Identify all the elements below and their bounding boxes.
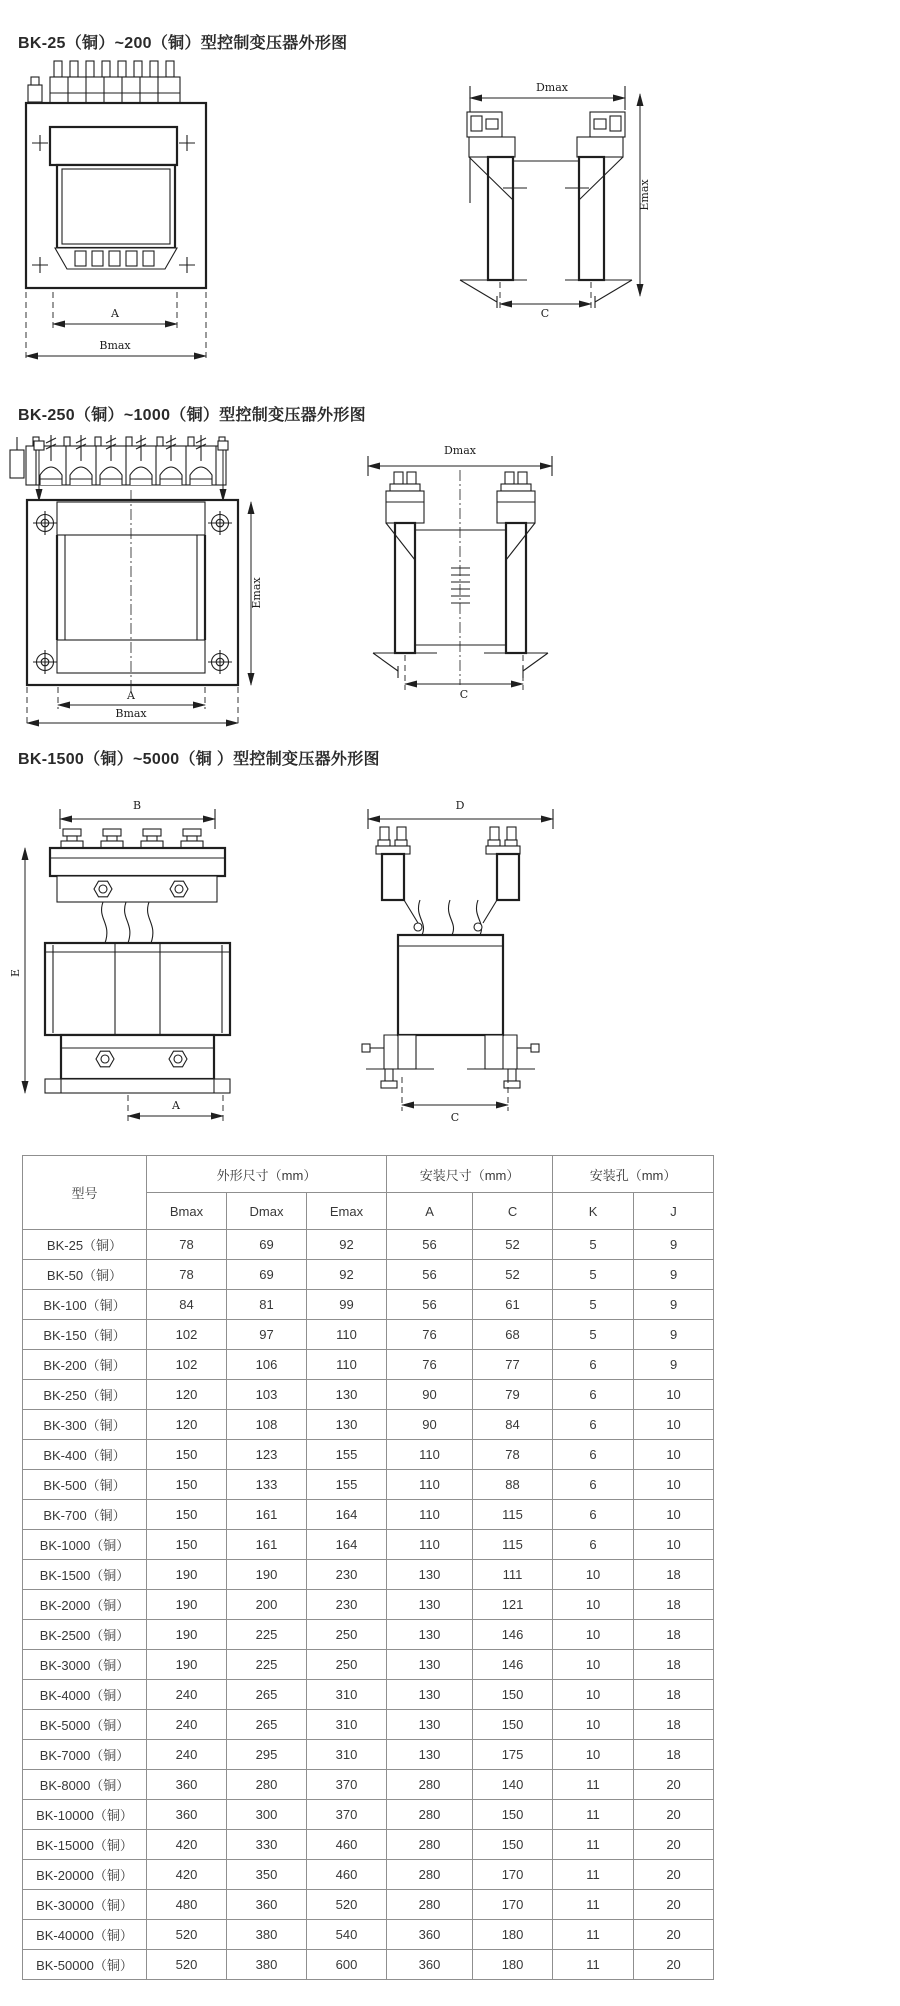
cell-value: 6 — [553, 1500, 634, 1530]
bottom-clamp — [61, 1035, 214, 1079]
cell-value: 108 — [227, 1410, 307, 1440]
cell-value: 102 — [147, 1320, 227, 1350]
dimension-emax — [250, 502, 263, 685]
front-view-diagram-1 — [18, 58, 218, 360]
cell-value: 240 — [147, 1710, 227, 1740]
cell-value: 520 — [147, 1920, 227, 1950]
cell-value: 280 — [387, 1890, 473, 1920]
fuse-holder — [10, 450, 24, 478]
cell-model: BK-500（铜） — [23, 1470, 147, 1500]
cell-value: 106 — [227, 1350, 307, 1380]
cell-value: 170 — [473, 1860, 553, 1890]
section-1-heading: BK-25（铜）~200（铜）型控制变压器外形图 — [18, 35, 348, 52]
right-leg-assembly — [484, 472, 548, 678]
cell-model: BK-100（铜） — [23, 1290, 147, 1320]
cell-value: 20 — [634, 1770, 714, 1800]
col-header: Emax — [307, 1193, 387, 1230]
upper-clamp — [382, 854, 519, 923]
base-feet — [45, 1079, 230, 1093]
dimension-c — [500, 282, 591, 320]
cell-value: 6 — [553, 1470, 634, 1500]
cell-value: 520 — [147, 1950, 227, 1980]
cell-value: 280 — [387, 1770, 473, 1800]
dim-label-emax: Emax — [250, 577, 263, 609]
cell-value: 380 — [227, 1950, 307, 1980]
section-2-heading: BK-250（铜）~1000（铜）型控制变压器外形图 — [18, 407, 366, 424]
cell-value: 20 — [634, 1950, 714, 1980]
cell-value: 360 — [227, 1890, 307, 1920]
cell-value: 18 — [634, 1740, 714, 1770]
col-group-header: 安装尺寸（mm） — [387, 1156, 553, 1193]
cell-model: BK-5000（铜） — [23, 1710, 147, 1740]
cell-value: 161 — [227, 1500, 307, 1530]
cell-value: 120 — [147, 1410, 227, 1440]
dim-label-a: A — [127, 689, 135, 702]
cell-model: BK-10000（铜） — [23, 1800, 147, 1830]
cell-model: BK-150（铜） — [23, 1320, 147, 1350]
cell-value: 56 — [387, 1290, 473, 1320]
cell-value: 180 — [473, 1950, 553, 1980]
cell-value: 52 — [473, 1260, 553, 1290]
cell-value: 310 — [307, 1710, 387, 1740]
cell-value: 265 — [227, 1680, 307, 1710]
cell-value: 225 — [227, 1620, 307, 1650]
spec-table-head — [23, 1156, 714, 1230]
cell-model: BK-15000（铜） — [23, 1830, 147, 1860]
cell-value: 78 — [147, 1230, 227, 1260]
cell-value: 97 — [227, 1320, 307, 1350]
cell-value: 250 — [307, 1620, 387, 1650]
cell-value: 110 — [307, 1350, 387, 1380]
cell-value: 130 — [387, 1650, 473, 1680]
cell-value: 92 — [307, 1260, 387, 1290]
cell-value: 146 — [473, 1620, 553, 1650]
cell-value: 130 — [387, 1710, 473, 1740]
dimension-d — [368, 799, 553, 829]
cell-value: 5 — [553, 1320, 634, 1350]
table-row — [23, 1260, 714, 1290]
cell-value: 6 — [553, 1350, 634, 1380]
cell-value: 68 — [473, 1320, 553, 1350]
cell-value: 103 — [227, 1380, 307, 1410]
dim-label-emax: Emax — [638, 179, 651, 211]
table-row — [23, 1500, 714, 1530]
section-3-heading: BK-1500（铜）~5000（铜 ）型控制变压器外形图 — [18, 751, 380, 768]
cell-model: BK-7000（铜） — [23, 1740, 147, 1770]
cell-value: 10 — [553, 1680, 634, 1710]
cell-value: 161 — [227, 1530, 307, 1560]
cell-value: 9 — [634, 1290, 714, 1320]
cell-model: BK-3000（铜） — [23, 1650, 147, 1680]
cell-value: 265 — [227, 1710, 307, 1740]
cell-value: 18 — [634, 1650, 714, 1680]
cell-value: 10 — [553, 1560, 634, 1590]
dim-label-e: E — [9, 968, 22, 978]
cell-value: 190 — [147, 1620, 227, 1650]
col-header: J — [634, 1193, 714, 1230]
cell-value: 110 — [387, 1530, 473, 1560]
col-header: A — [387, 1193, 473, 1230]
cell-value: 10 — [634, 1440, 714, 1470]
table-row — [23, 1290, 714, 1320]
cell-value: 280 — [387, 1830, 473, 1860]
cell-value: 150 — [473, 1800, 553, 1830]
cell-value: 460 — [307, 1830, 387, 1860]
col-header: Dmax — [227, 1193, 307, 1230]
cell-value: 20 — [634, 1920, 714, 1950]
top-yoke — [50, 127, 177, 165]
cell-value: 540 — [307, 1920, 387, 1950]
cell-value: 84 — [147, 1290, 227, 1320]
cell-value: 120 — [147, 1380, 227, 1410]
cell-value: 90 — [387, 1410, 473, 1440]
cell-value: 11 — [553, 1920, 634, 1950]
cell-value: 240 — [147, 1680, 227, 1710]
dim-label-b: B — [132, 799, 142, 812]
lead-wires — [102, 902, 153, 943]
cell-value: 123 — [227, 1440, 307, 1470]
cell-value: 115 — [473, 1530, 553, 1560]
cell-value: 10 — [634, 1530, 714, 1560]
cell-value: 6 — [553, 1410, 634, 1440]
front-view-diagram-3 — [9, 795, 240, 1125]
cell-value: 175 — [473, 1740, 553, 1770]
coil-block — [398, 935, 503, 1035]
cell-value: 190 — [147, 1650, 227, 1680]
cell-value: 20 — [634, 1830, 714, 1860]
cell-value: 69 — [227, 1260, 307, 1290]
cell-value: 130 — [387, 1620, 473, 1650]
cell-value: 190 — [227, 1560, 307, 1590]
table-row — [23, 1860, 714, 1890]
upper-clamp — [57, 876, 217, 902]
cell-value: 52 — [473, 1230, 553, 1260]
cell-value: 81 — [227, 1290, 307, 1320]
table-row — [23, 1350, 714, 1380]
cell-value: 330 — [227, 1830, 307, 1860]
coil-window — [57, 165, 175, 248]
cell-value: 78 — [147, 1260, 227, 1290]
coil-core — [415, 530, 506, 645]
cell-value: 600 — [307, 1950, 387, 1980]
cell-value: 230 — [307, 1590, 387, 1620]
table-row — [23, 1920, 714, 1950]
cell-value: 300 — [227, 1800, 307, 1830]
cell-value: 380 — [227, 1920, 307, 1950]
cell-value: 11 — [553, 1890, 634, 1920]
cell-value: 480 — [147, 1890, 227, 1920]
cell-value: 370 — [307, 1800, 387, 1830]
cell-value: 370 — [307, 1770, 387, 1800]
cell-value: 56 — [387, 1230, 473, 1260]
lead-wires — [414, 900, 482, 935]
cell-value: 92 — [307, 1230, 387, 1260]
cell-value: 10 — [553, 1620, 634, 1650]
dimension-a — [58, 687, 205, 709]
cell-value: 18 — [634, 1620, 714, 1650]
cell-value: 11 — [553, 1860, 634, 1890]
cell-value: 10 — [634, 1380, 714, 1410]
coil-block — [45, 943, 230, 1035]
cell-value: 10 — [553, 1590, 634, 1620]
dimension-c — [405, 655, 523, 701]
cell-value: 155 — [307, 1440, 387, 1470]
cell-model: BK-30000（铜） — [23, 1890, 147, 1920]
cell-value: 6 — [553, 1440, 634, 1470]
cell-value: 360 — [147, 1770, 227, 1800]
cell-value: 150 — [147, 1470, 227, 1500]
cell-value: 133 — [227, 1470, 307, 1500]
dim-label-a: A — [172, 1099, 180, 1112]
cell-value: 20 — [634, 1890, 714, 1920]
cell-value: 140 — [473, 1770, 553, 1800]
dim-label-bmax: Bmax — [99, 339, 131, 352]
table-row — [23, 1560, 714, 1590]
cell-value: 240 — [147, 1740, 227, 1770]
cell-value: 295 — [227, 1740, 307, 1770]
cell-value: 130 — [387, 1560, 473, 1590]
cell-value: 10 — [634, 1470, 714, 1500]
base-feet — [362, 1035, 539, 1088]
cell-value: 18 — [634, 1560, 714, 1590]
col-header: K — [553, 1193, 634, 1230]
table-row — [23, 1650, 714, 1680]
cell-value: 130 — [387, 1590, 473, 1620]
cell-value: 10 — [553, 1710, 634, 1740]
table-row — [23, 1680, 714, 1710]
cell-model: BK-700（铜） — [23, 1500, 147, 1530]
cell-model: BK-2500（铜） — [23, 1620, 147, 1650]
table-row — [23, 1530, 714, 1560]
cell-value: 130 — [307, 1410, 387, 1440]
dim-label-d: D — [455, 799, 465, 812]
cell-value: 520 — [307, 1890, 387, 1920]
table-row — [23, 1380, 714, 1410]
table-row — [23, 1410, 714, 1440]
left-leg-assembly — [460, 112, 527, 308]
bottom-clamp — [55, 248, 177, 269]
cell-value: 61 — [473, 1290, 553, 1320]
front-view-diagram-2 — [8, 435, 270, 727]
cell-value: 10 — [553, 1650, 634, 1680]
fuse-holder — [28, 85, 42, 102]
cell-value: 99 — [307, 1290, 387, 1320]
cell-value: 5 — [553, 1230, 634, 1260]
cell-model: BK-300（铜） — [23, 1410, 147, 1440]
dim-label-bmax: Bmax — [115, 707, 147, 720]
cell-value: 10 — [553, 1740, 634, 1770]
cell-value: 111 — [473, 1560, 553, 1590]
terminal-bolts — [376, 827, 520, 854]
table-row — [23, 1590, 714, 1620]
cell-value: 150 — [473, 1710, 553, 1740]
dim-label-c: C — [450, 1111, 460, 1124]
cell-value: 5 — [553, 1260, 634, 1290]
cell-value: 5 — [553, 1290, 634, 1320]
cell-value: 420 — [147, 1830, 227, 1860]
cell-value: 360 — [387, 1950, 473, 1980]
cell-value: 69 — [227, 1230, 307, 1260]
cell-value: 130 — [307, 1380, 387, 1410]
cell-value: 11 — [553, 1770, 634, 1800]
table-row — [23, 1740, 714, 1770]
cell-value: 110 — [387, 1500, 473, 1530]
cell-value: 230 — [307, 1560, 387, 1590]
cell-value: 110 — [387, 1470, 473, 1500]
cell-value: 78 — [473, 1440, 553, 1470]
cell-value: 155 — [307, 1470, 387, 1500]
cell-value: 360 — [147, 1800, 227, 1830]
cell-value: 20 — [634, 1860, 714, 1890]
dimension-c — [402, 1077, 508, 1124]
cell-value: 350 — [227, 1860, 307, 1890]
col-header: Bmax — [147, 1193, 227, 1230]
cell-value: 146 — [473, 1650, 553, 1680]
left-leg-assembly — [373, 472, 437, 678]
cell-model: BK-20000（铜） — [23, 1860, 147, 1890]
cell-model: BK-2000（铜） — [23, 1590, 147, 1620]
dim-label-dmax: Dmax — [535, 81, 569, 94]
cell-value: 102 — [147, 1350, 227, 1380]
table-row — [23, 1440, 714, 1470]
cell-value: 79 — [473, 1380, 553, 1410]
terminal-strip — [50, 848, 225, 876]
cell-value: 84 — [473, 1410, 553, 1440]
side-view-diagram-1 — [435, 58, 655, 318]
dim-label-c: C — [459, 688, 469, 701]
cell-value: 150 — [473, 1680, 553, 1710]
cell-value: 10 — [634, 1500, 714, 1530]
cell-value: 6 — [553, 1530, 634, 1560]
cell-model: BK-400（铜） — [23, 1440, 147, 1470]
cell-value: 190 — [147, 1590, 227, 1620]
side-view-diagram-3 — [358, 795, 563, 1130]
dim-label-a: A — [111, 307, 119, 320]
cell-value: 225 — [227, 1650, 307, 1680]
table-row — [23, 1830, 714, 1860]
cell-value: 76 — [387, 1350, 473, 1380]
table-row — [23, 1230, 714, 1260]
cell-value: 18 — [634, 1590, 714, 1620]
table-row — [23, 1470, 714, 1500]
dimension-b — [60, 799, 215, 829]
col-group-header: 安装孔（mm） — [553, 1156, 714, 1193]
cell-value: 420 — [147, 1860, 227, 1890]
cell-value: 460 — [307, 1860, 387, 1890]
cell-model: BK-25（铜） — [23, 1230, 147, 1260]
dimension-emax — [638, 94, 651, 296]
cell-value: 360 — [387, 1920, 473, 1950]
cell-value: 56 — [387, 1260, 473, 1290]
cell-model: BK-40000（铜） — [23, 1920, 147, 1950]
cell-value: 310 — [307, 1740, 387, 1770]
cell-value: 164 — [307, 1530, 387, 1560]
spec-table — [22, 1155, 714, 1980]
cell-model: BK-8000（铜） — [23, 1770, 147, 1800]
table-row — [23, 1950, 714, 1980]
table-row — [23, 1890, 714, 1920]
cell-value: 190 — [147, 1560, 227, 1590]
cell-value: 11 — [553, 1950, 634, 1980]
cell-value: 10 — [634, 1410, 714, 1440]
col-header-model: 型号 — [23, 1156, 147, 1230]
cell-model: BK-50000（铜） — [23, 1950, 147, 1980]
cell-value: 11 — [553, 1800, 634, 1830]
table-row — [23, 1320, 714, 1350]
cell-value: 200 — [227, 1590, 307, 1620]
dimension-a — [53, 292, 177, 330]
cell-value: 115 — [473, 1500, 553, 1530]
side-view-diagram-2 — [358, 440, 563, 710]
cell-value: 6 — [553, 1380, 634, 1410]
cell-value: 9 — [634, 1350, 714, 1380]
cell-value: 250 — [307, 1650, 387, 1680]
cell-value: 9 — [634, 1230, 714, 1260]
cell-model: BK-50（铜） — [23, 1260, 147, 1290]
cell-model: BK-4000（铜） — [23, 1680, 147, 1710]
cell-value: 77 — [473, 1350, 553, 1380]
cell-value: 9 — [634, 1260, 714, 1290]
cell-model: BK-1000（铜） — [23, 1530, 147, 1560]
cell-value: 280 — [387, 1860, 473, 1890]
table-row — [23, 1800, 714, 1830]
cell-model: BK-250（铜） — [23, 1380, 147, 1410]
table-row — [23, 1620, 714, 1650]
cell-value: 90 — [387, 1380, 473, 1410]
cell-value: 110 — [307, 1320, 387, 1350]
right-leg-assembly — [565, 112, 632, 308]
cell-model: BK-200（铜） — [23, 1350, 147, 1380]
table-row — [23, 1770, 714, 1800]
dim-label-c: C — [540, 307, 550, 320]
cell-value: 150 — [147, 1500, 227, 1530]
cell-value: 310 — [307, 1680, 387, 1710]
cell-value: 18 — [634, 1710, 714, 1740]
cell-value: 164 — [307, 1500, 387, 1530]
dim-label-dmax: Dmax — [443, 444, 477, 457]
dimension-e — [9, 848, 25, 1093]
cell-value: 76 — [387, 1320, 473, 1350]
cell-value: 180 — [473, 1920, 553, 1950]
cell-value: 280 — [227, 1770, 307, 1800]
col-group-header: 外形尺寸（mm） — [147, 1156, 387, 1193]
cell-value: 130 — [387, 1740, 473, 1770]
cell-value: 18 — [634, 1680, 714, 1710]
cell-value: 20 — [634, 1800, 714, 1830]
cell-value: 280 — [387, 1800, 473, 1830]
cell-value: 121 — [473, 1590, 553, 1620]
table-row — [23, 1710, 714, 1740]
cell-value: 9 — [634, 1320, 714, 1350]
spec-table-body — [23, 1230, 714, 1980]
cell-value: 130 — [387, 1680, 473, 1710]
cell-value: 110 — [387, 1440, 473, 1470]
cell-value: 88 — [473, 1470, 553, 1500]
terminal-bolts — [61, 829, 203, 848]
dimension-a — [128, 1095, 223, 1123]
cell-value: 150 — [147, 1530, 227, 1560]
cell-model: BK-1500（铜） — [23, 1560, 147, 1590]
col-header: C — [473, 1193, 553, 1230]
cell-value: 150 — [473, 1830, 553, 1860]
cell-value: 11 — [553, 1830, 634, 1860]
cell-value: 150 — [147, 1440, 227, 1470]
cell-value: 170 — [473, 1890, 553, 1920]
